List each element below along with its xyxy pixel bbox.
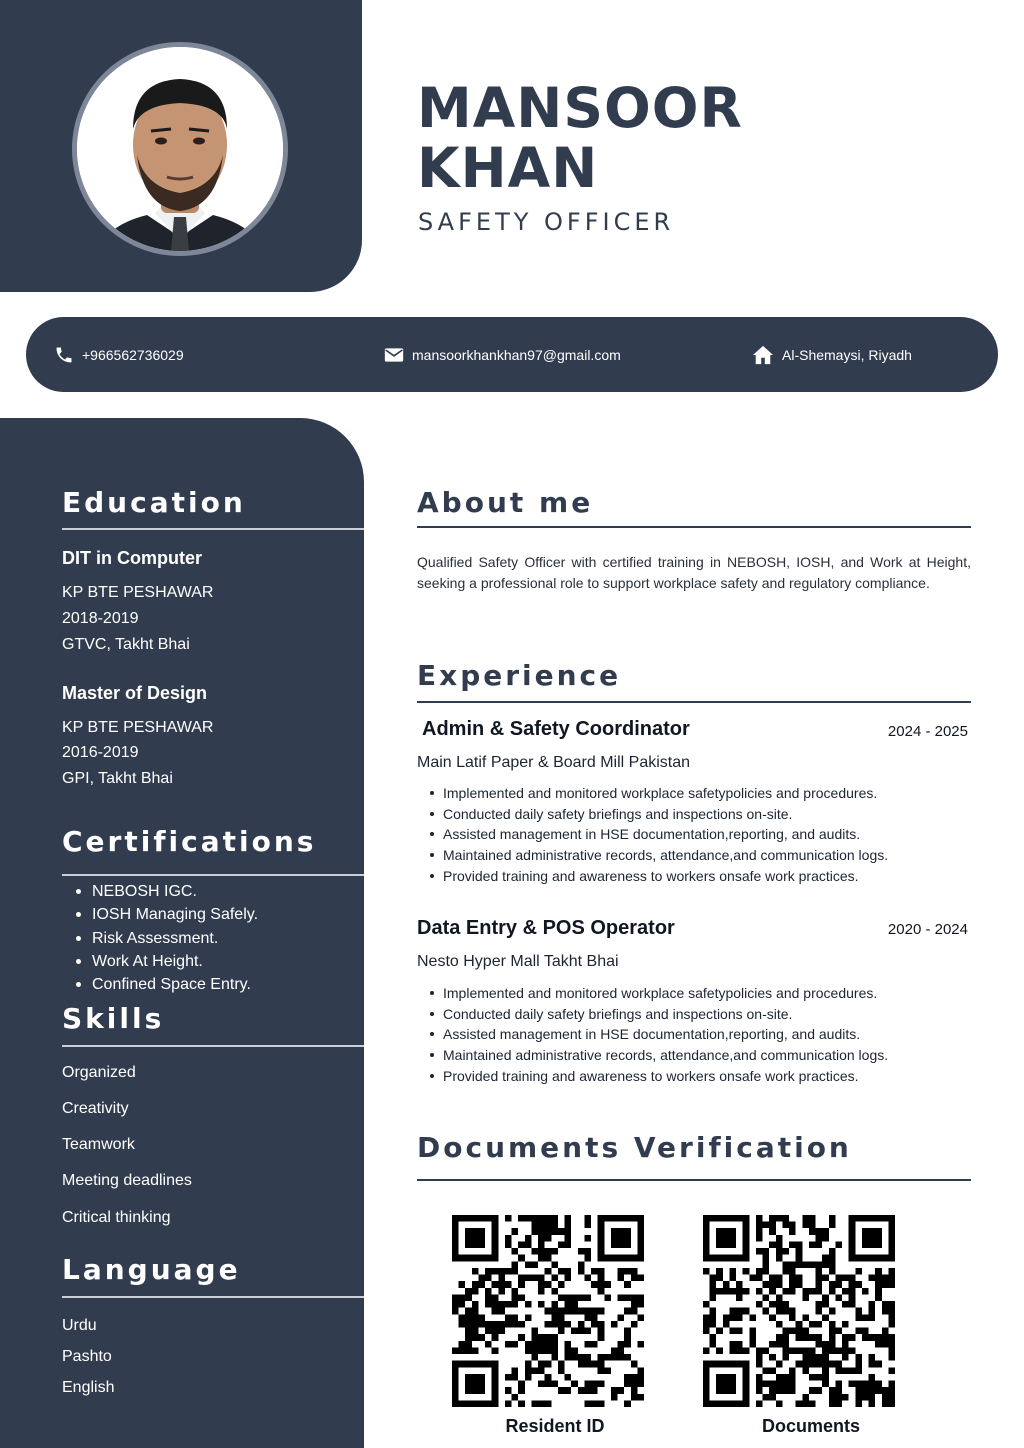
list-item: Work At Height. — [62, 950, 258, 973]
profile-photo — [72, 42, 288, 256]
list-item: Conducted daily safety briefings and inspections on-site. — [417, 804, 888, 825]
education-board: KP BTE PESHAWAR — [62, 584, 214, 601]
skill-item: Creativity — [62, 1100, 129, 1117]
education-degree: Master of Design — [62, 683, 208, 703]
job-role-title: Data Entry & POS Operator — [417, 917, 675, 939]
job-company: Nesto Hyper Mall Takht Bhai — [417, 953, 619, 970]
first-name: MANSOOR — [417, 76, 743, 140]
about-divider — [417, 526, 971, 528]
list-item: Maintained administrative records, attendance,and communication logs. — [417, 845, 888, 866]
email-address: mansoorkhankhan97@gmail.com — [412, 346, 621, 363]
education-divider — [62, 528, 364, 530]
contact-email[interactable] — [384, 317, 621, 392]
documents-label: Documents — [761, 1416, 860, 1436]
address: Al-Shemaysi, Riyadh — [782, 346, 912, 363]
skill-item: Meeting deadlines — [62, 1172, 192, 1189]
language-heading: Language — [62, 1253, 241, 1286]
list-item: Implemented and monitored workplace safetypolicies and procedures. — [417, 783, 888, 804]
job-duties-list — [417, 783, 888, 886]
list-item: Provided training and awareness to workers onsafe work practices. — [417, 866, 888, 887]
resident-id-label: Resident ID — [505, 1416, 605, 1436]
education-board: KP BTE PESHAWAR — [62, 719, 214, 736]
job-title: SAFETY OFFICER — [418, 208, 675, 236]
skill-item: Organized — [62, 1064, 136, 1081]
list-item: Conducted daily safety briefings and inspections on-site. — [417, 1004, 888, 1025]
language-divider — [62, 1296, 364, 1298]
list-item: IOSH Managing Safely. — [62, 903, 258, 926]
list-item: NEBOSH IGC. — [62, 880, 258, 903]
education-institute: GTVC, Takht Bhai — [62, 636, 190, 653]
list-item: Confined Space Entry. — [62, 973, 258, 996]
person-portrait-icon — [77, 47, 283, 251]
skills-heading: Skills — [62, 1002, 165, 1035]
skills-divider — [62, 1045, 364, 1047]
phone-number: +966562736029 — [82, 346, 184, 363]
language-item: English — [62, 1379, 115, 1396]
job-years: 2020 - 2024 — [887, 921, 968, 938]
certifications-divider — [62, 874, 364, 876]
about-text: Qualified Safety Officer with certified training in NEBOSH, IOSH, and Work at Height, seeking a professional role to support workplace safety and regulatory compliance. — [417, 554, 971, 591]
list-item: Provided training and awareness to workers onsafe work practices. — [417, 1066, 888, 1087]
documents-divider — [417, 1179, 971, 1181]
certifications-heading: Certifications — [62, 825, 317, 858]
email-icon — [384, 347, 404, 363]
education-years: 2016-2019 — [62, 744, 139, 761]
contact-address — [752, 317, 912, 392]
certifications-list — [62, 880, 258, 996]
list-item: Maintained administrative records, attendance,and communication logs. — [417, 1045, 888, 1066]
job-role-title: Admin & Safety Coordinator — [422, 718, 690, 740]
contact-bar — [26, 317, 998, 392]
documents-heading: Documents Verification — [417, 1131, 852, 1164]
job-years: 2024 - 2025 — [887, 723, 968, 740]
list-item: Risk Assessment. — [62, 927, 258, 950]
home-icon — [752, 345, 774, 365]
language-item: Pashto — [62, 1348, 112, 1365]
contact-phone[interactable] — [54, 317, 184, 392]
experience-divider — [417, 701, 971, 703]
last-name: KHAN — [417, 136, 599, 200]
skill-item: Critical thinking — [62, 1209, 171, 1226]
language-item: Urdu — [62, 1317, 97, 1334]
list-item: Assisted management in HSE documentation,reporting, and audits. — [417, 1024, 888, 1045]
education-institute: GPI, Takht Bhai — [62, 770, 173, 787]
list-item: Assisted management in HSE documentation,reporting, and audits. — [417, 824, 888, 845]
education-years: 2018-2019 — [62, 610, 139, 627]
list-item: Implemented and monitored workplace safetypolicies and procedures. — [417, 983, 888, 1004]
phone-icon — [54, 345, 74, 365]
documents-qr-code[interactable] — [703, 1215, 895, 1407]
education-degree: DIT in Computer — [62, 548, 202, 568]
job-company: Main Latif Paper & Board Mill Pakistan — [417, 754, 691, 771]
skill-item: Teamwork — [62, 1136, 135, 1153]
about-heading: About me — [417, 486, 594, 519]
education-heading: Education — [62, 486, 246, 519]
job-duties-list — [417, 983, 888, 1086]
resident-id-qr-code[interactable] — [452, 1215, 644, 1407]
full-name — [417, 78, 743, 198]
experience-heading: Experience — [417, 659, 622, 692]
